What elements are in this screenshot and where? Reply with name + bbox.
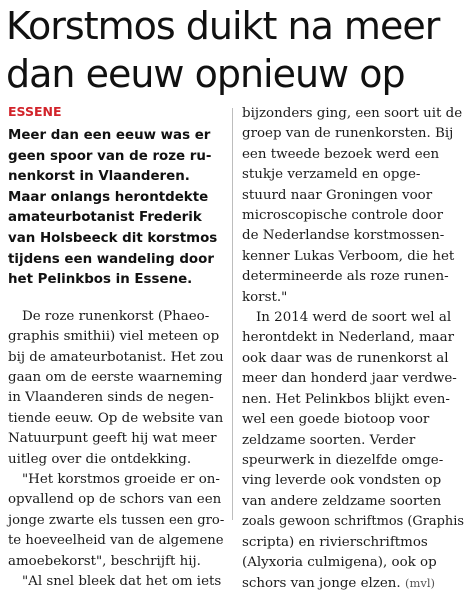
location-kicker: ESSENE [8, 104, 62, 119]
article-headline [6, 2, 468, 98]
right-column [242, 104, 464, 595]
body-paragraph: De roze runenkorst (Phaeo- graphis smithii) viel meteen op bij de amateurbotanist. Het zou gaan om de eerste waarneming in Vlaanderen sinds de negen- tiende eeuw. Op de website van Natuurpunt geeft hij wat meer uitleg over die ontdekking. [8, 308, 224, 467]
body-paragraph: "Het korstmos groeide er on- opvallend op de schors van een jonge zwarte els tussen een gro- te hoeveelheid van de algemene amoebekorst", beschrijft hij. "Al snel bleek dat het om iets [8, 470, 224, 592]
body-paragraph: In 2014 werd de soort wel al herontdekt in Nederland, maar ook daar was de runenkorst al meer dan honderd jaar verdwe- nen. Het Pelinkbos blijkt even- wel een goede biotoop voor zeldzame soorten. Verder speurwerk in diezelfde omge- ving leverde ook vondsten op van andere zeldzame soorten zoals gewoon schriftmos (Graphis scripta) en rivierschriftmos (Alyxoria culmigena), ook op schors van jonge elzen. (mvl) [242, 310, 464, 592]
body-line: "Al snel bleek dat het om iets [22, 574, 222, 590]
column-divider [232, 108, 233, 520]
body-line: De roze runenkorst (Phaeo- [22, 308, 210, 324]
headline-line: Korstmos duikt na meer [6, 4, 440, 48]
left-column [8, 104, 224, 592]
body-line-text: schors van jonge elzen. [242, 576, 401, 592]
body-paragraph: bijzonders ging, een soort uit de groep van de runenkorsten. Bij een tweede bezoek werd een stukje verzameld en opge- stuurd naar Groningen voor microscopische controle door de Nederlandse korstmossen- kenner Lukas Verboom, die het determineerde als roze runen- korst." [242, 106, 463, 305]
author-byline: (mvl) [404, 576, 436, 591]
body-line: "Het korstmos groeide er on- [22, 472, 220, 487]
headline-line: dan eeuw opnieuw op [6, 52, 405, 96]
body-line: In 2014 werd de soort wel al [256, 310, 452, 326]
lead-paragraph: Meer dan een eeuw was er geen spoor van de roze ru- nenkorst in Vlaanderen. Maar onlangs herontdekte amateurbotanist Frederik van Holsbeeck dit korstmos tijdens een wandeling door het Pelinkbos in Essene. [8, 128, 218, 288]
